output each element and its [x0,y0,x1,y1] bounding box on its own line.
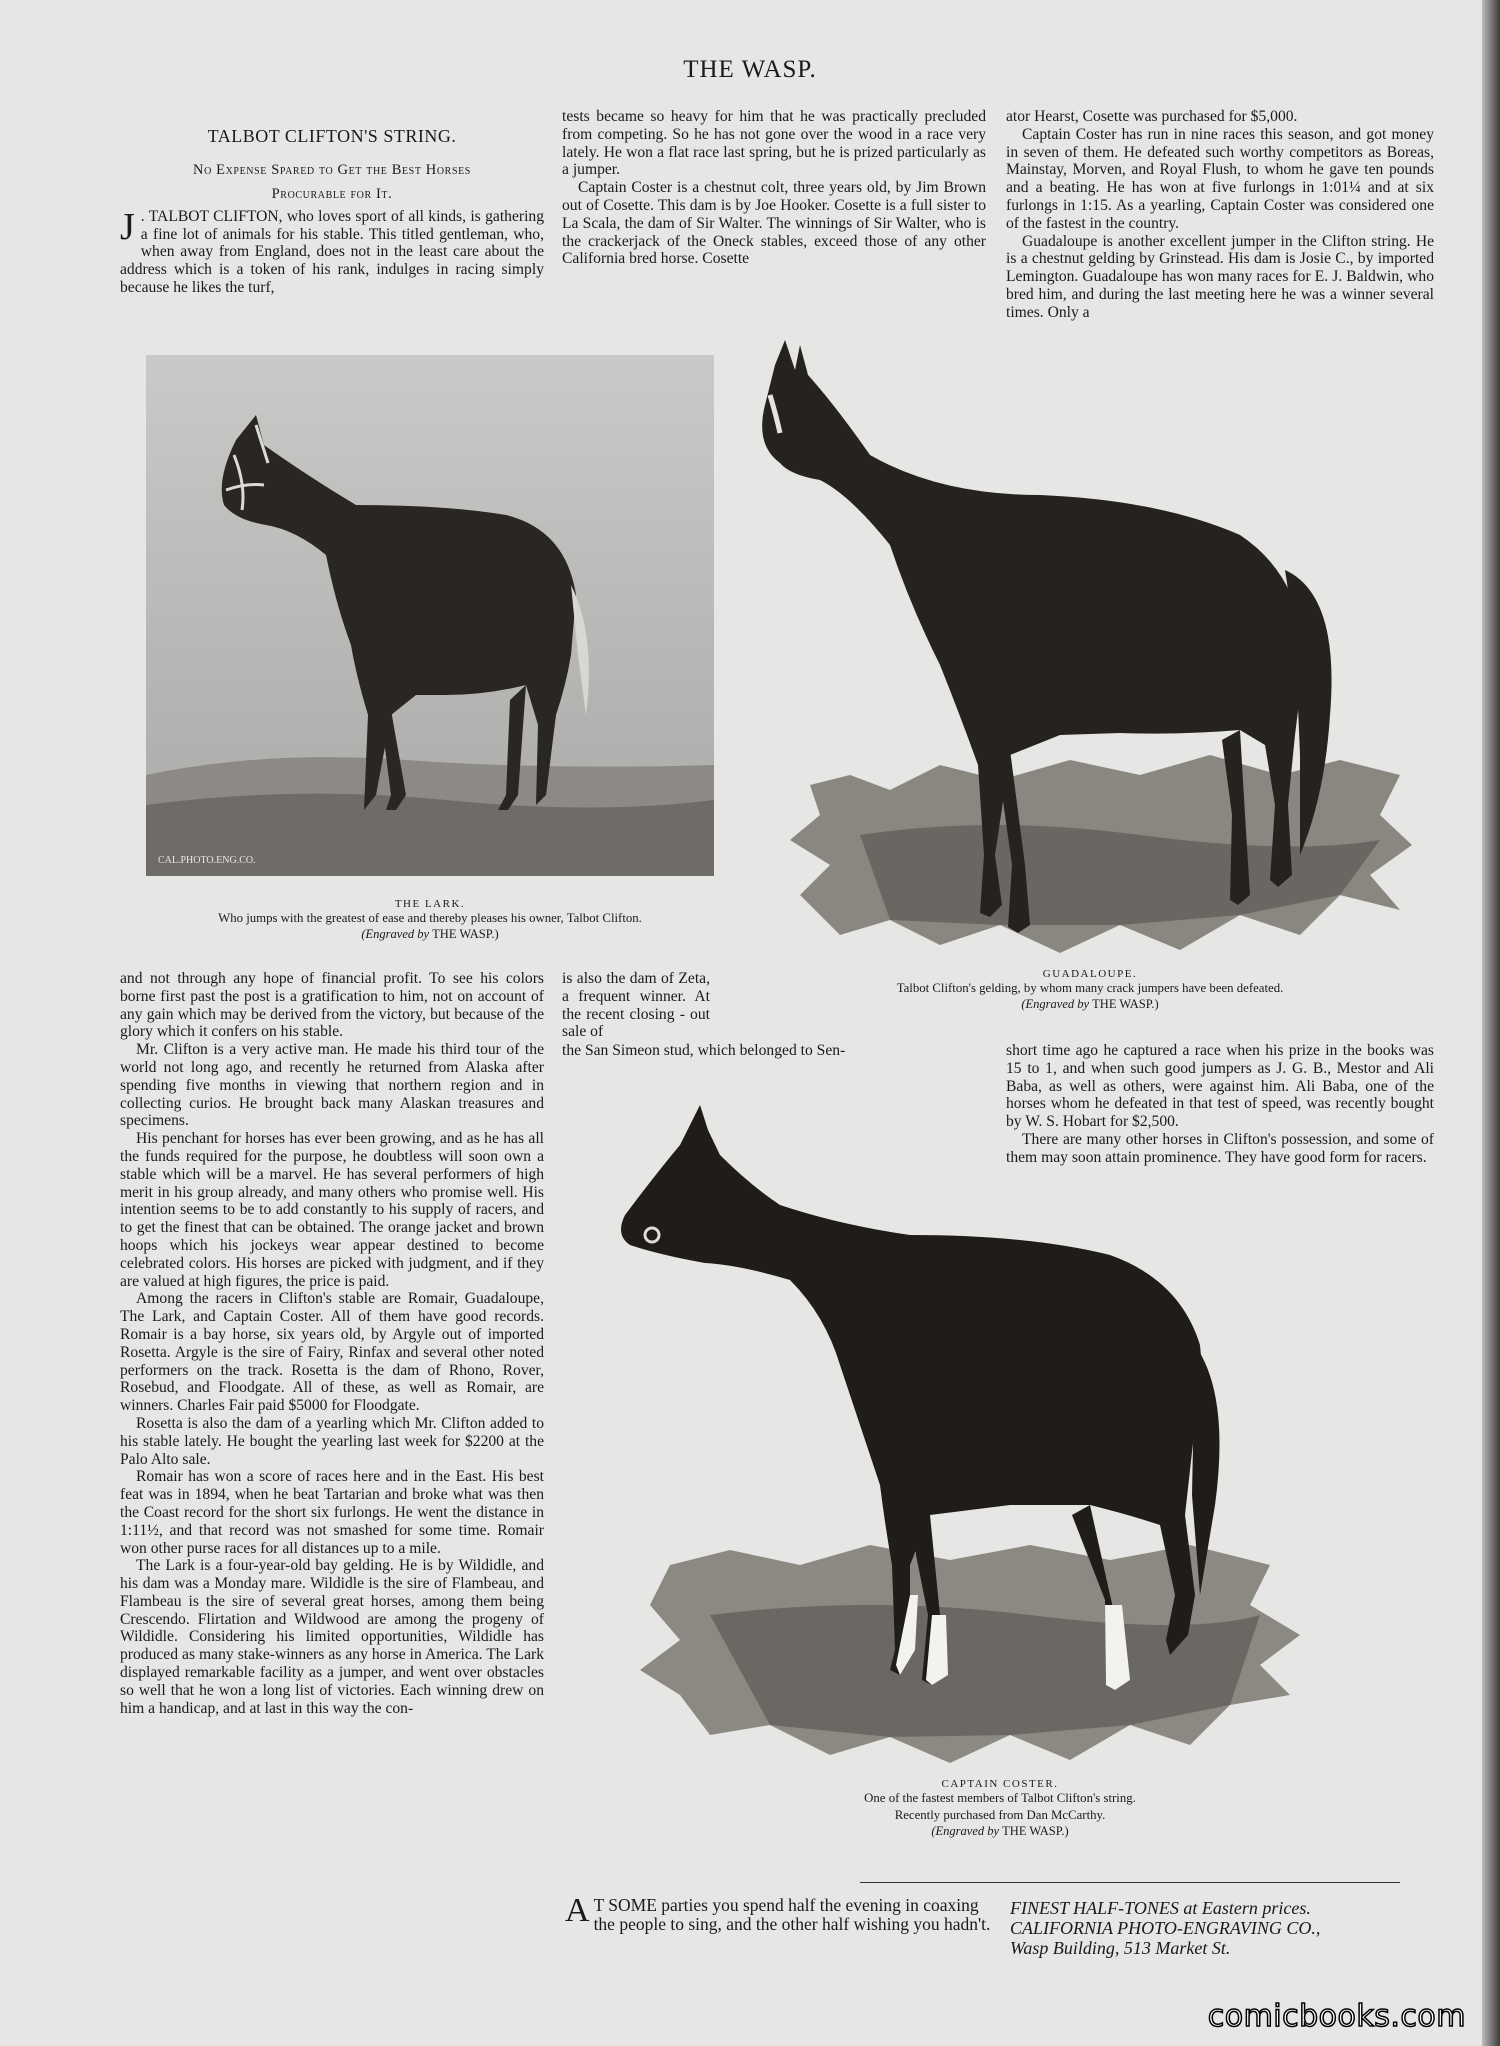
photo-the-lark [146,355,714,876]
caption-title: GUADALOUPE. [1042,968,1138,980]
article-text: . TALBOT CLIFTON, who loves sport of all kinds, is gathering a fine lot of animals for his stable. This titled gentleman, who, when away from England, does not in the least care about the address which is a token of his rank, indulges in racing simply because he likes the turf, [120,207,544,296]
article-col1-top [120,128,544,297]
engraver-mark: CAL.PHOTO.ENG.CO. [158,855,256,866]
article-text: Rosetta is also the dam of a yearling which Mr. Clifton added to his stable lately. He bought the yearling last week for $2200 at the Palo Alto sale. [120,1414,544,1468]
caption-credit: (Engraved by [931,1824,1000,1838]
article-col1-bottom [120,970,544,1717]
masthead: THE WASP. [683,56,817,83]
article-deck-line1: No Expense Spared to Get the Best Horses [193,161,471,178]
photo-captain-coster [610,1095,1310,1770]
article-text: There are many other horses in Clifton's possession, and some of them may soon attain prominence. They have good form for racers. [1006,1130,1434,1166]
article-text: His penchant for horses has ever been growing, and as he has all the funds required for the purpose, he doubtless will soon own a stable which will be a marvel. He has several performers of high merit in his group already, and many others who promise well. His intention seems to be to add constantly to his supply of racers, and to get the finest that can be obtained. The orange jacket and brown hoops which his jockeys wear appear destined to become celebrated colors. His horses are picked with judgment, and if they are valued at high figures, the price is paid. [120,1130,544,1290]
divider-rule [860,1882,1400,1883]
article-headline: TALBOT CLIFTON'S STRING. [207,126,457,146]
caption-credit: (Engraved by [361,927,430,941]
page-spine-shadow [1482,0,1500,2046]
caption-credit-name: THE WASP.) [432,927,499,941]
bottom-note-text: T SOME parties you spend half the evening in coaxing the people to sing, and the other half wishing you hadn't. [593,1895,991,1934]
article-text: The Lark is a four-year-old bay gelding. He is by Wildidle, and his dam was a Monday mare. Wildidle is the sire of Flambeau, and Flambeau is the sire of several great horses, among them being Crescendo. Flirtation and Wildwood are among the progeny of Wildidle. Considering his limited opportunities, Wildidle has produced as many stake-winners as any horse in America. The Lark displayed remarkable facility as a jumper, and went over obstacles so well that he won a long list of victories. Each winning drew on him a handicap, and at last in this way the con- [120,1557,544,1717]
article-text: Captain Coster is a chestnut colt, three years old, by Jim Brown out of Cosette. This dam is by Joe Hooker. Cosette is a full sister to La Scala, the dam of Sir Walter. The winnings of Sir Walter, who is the crackerjack of the Oneck stables, exceed those of any other California bred horse. Cosette [562,179,986,268]
drop-cap: J [120,205,135,248]
horse-illustration-lark [146,355,714,876]
advertisement [1010,1898,1440,1958]
article-text: the San Simeon stud, which belonged to Sen- [562,1042,846,1059]
horse-illustration-guadaloupe [740,335,1415,955]
caption-captain-coster [760,1778,1240,1839]
ad-line3: Wasp Building, 513 Market St. [1010,1938,1231,1958]
caption-title: CAPTAIN COSTER. [941,1778,1059,1790]
caption-guadaloupe [800,968,1380,1012]
article-text: short time ago he captured a race when his prize in the books was 15 to 1, and when such good jumpers as J. G. B., Mestor and Ali Baba, as well as others, were against him. Ali Baba, one of the horses whom he defeated in that test of speed, was recently bought by W. S. Hobart for $2,500. [1006,1042,1434,1131]
caption-the-lark [100,898,760,942]
photo-guadaloupe [740,335,1415,955]
article-text: Mr. Clifton is a very active man. He made his third tour of the world not long ago, and recently he returned from Alaska after spending five months in viewing that northern region and in collecting curios. He brought back many Alaskan treasures and specimens. [120,1041,544,1130]
ad-line2: CALIFORNIA PHOTO-ENGRAVING CO., [1010,1918,1321,1938]
article-text: Captain Coster has run in nine races this season, and got money in seven of them. He defeated such worthy competitors as Boreas, Mainstay, Morven, and Royal Flush, to whom he gave ten pounds and a beating. He has won at five furlongs in 1:01¼ and at six furlongs in 1:15. As a yearling, Captain Coster was considered one of the fastest in the country. [1006,125,1434,232]
caption-credit-name: THE WASP.) [1002,1824,1069,1838]
bottom-note [565,1892,995,1934]
caption-text: One of the fastest members of Talbot Clifton's string. [864,1791,1136,1805]
article-col2-top [562,108,986,268]
article-col2-mid-wide [562,1042,1002,1060]
article-text: is also the dam of Zeta, a frequent winner. At the recent closing - out sale of [562,970,710,1041]
caption-credit-name: THE WASP.) [1092,997,1159,1011]
drop-cap: A [565,1892,590,1929]
article-text: ator Hearst, Cosette was purchased for $5,000. [1006,108,1298,125]
caption-text: Talbot Clifton's gelding, by whom many crack jumpers have been defeated. [896,981,1284,995]
caption-text: Who jumps with the greatest of ease and thereby pleases his owner, Talbot Clifton. [218,911,642,925]
ad-line1: FINEST HALF-TONES at Eastern prices. [1010,1898,1311,1918]
article-text: and not through any hope of financial profit. To see his colors borne first past the post is a gratification to him, not on account of any gain which may be derived from the victory, but because of the glory which it confers on his stable. [120,970,544,1041]
caption-text: Recently purchased from Dan McCarthy. [894,1808,1106,1822]
article-text: tests became so heavy for him that he was practically precluded from competing. So he has not gone over the wood in a race very lately. He won a flat race last spring, but he is prized particularly as a jumper. [562,108,986,179]
watermark: comicbooks.com [1207,1999,1466,2034]
article-col3-top [1006,108,1434,322]
caption-title: THE LARK. [394,898,466,910]
article-deck-line2: Procurable for It. [271,185,393,202]
article-text: Among the racers in Clifton's stable are Romair, Guadaloupe, The Lark, and Captain Coster. All of them have good records. Romair is a bay horse, six years old, by Argyle out of imported Rosetta. Argyle is the sire of Fairy, Rinfax and several other noted performers on the track. Rosetta is the dam of Rhono, Rover, Rosebud, and Floodgate. All of these, as well as Romair, are winners. Charles Fair paid $5000 for Floodgate. [120,1290,544,1415]
article-text: Guadaloupe is another excellent jumper in the Clifton string. He is a chestnut gelding by Grinstead. His dam is Josie C., by imported Lemington. Guadaloupe has won many races for E. J. Baldwin, who bred him, and during the last meeting here he was a winner several times. Only a [1006,232,1434,321]
article-col2-mid [562,970,710,1041]
caption-credit: (Engraved by [1021,997,1090,1011]
article-text: Romair has won a score of races here and in the East. His best feat was in 1894, when he beat Tartarian and broke what was then the Coast record for the short six furlongs. He went the distance in 1:11½, and that record was not smashed for some time. Romair won other purse races for all distances up to a mile. [120,1468,544,1557]
horse-illustration-coster [610,1095,1310,1770]
